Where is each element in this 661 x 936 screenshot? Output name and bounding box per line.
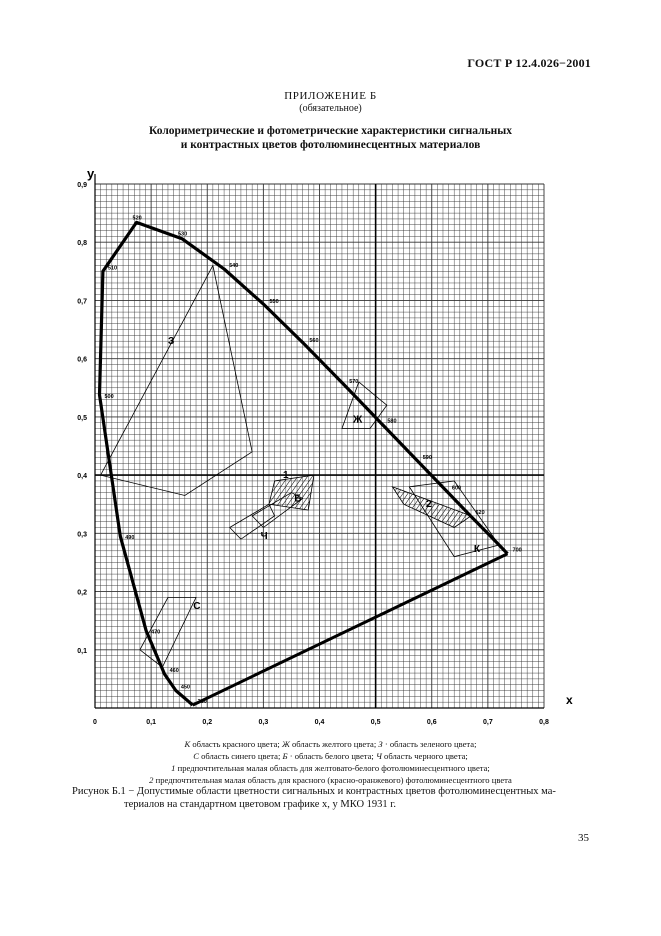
x-tick-label: 0,7	[483, 719, 493, 726]
legend-2: 2	[149, 775, 154, 785]
x-tick-label: 0	[93, 719, 97, 726]
appendix-subtitle: (обязательное)	[299, 103, 362, 114]
wavelength-label: 560	[309, 338, 319, 345]
legend-line-3	[0, 762, 661, 774]
y-tick-label: 0,2	[77, 589, 87, 597]
wavelength-label: 540	[229, 263, 239, 270]
wavelength-label: 490	[125, 535, 135, 542]
legend-line-1	[0, 738, 661, 750]
legend-1-text: предпочтительная малая область для желтовато-белого фотолюминесцентного цвета;	[175, 763, 490, 773]
caption-line-2: териалов на стандартном цветовом графике x, y МКО 1931 г.	[124, 799, 397, 810]
region-label-2: 2	[426, 499, 432, 511]
legend-z-text: · область зеленого цвета;	[382, 739, 477, 749]
legend-k: К	[184, 739, 191, 749]
wavelength-label: 520	[132, 215, 142, 222]
legend-2-text: предпочтительная малая область для красного (красно-оранжевого) фотолюминесцентного цвета	[153, 775, 512, 785]
legend-b: Б	[282, 751, 288, 761]
legend-zh: Ж	[281, 739, 290, 749]
wavelength-label: 510	[107, 265, 118, 272]
wavelength-label: 620	[475, 509, 485, 516]
region-label-Ч: Ч	[260, 531, 268, 543]
y-tick-label: 0,7	[77, 298, 87, 306]
document-code: ГОСТ Р 12.4.026−2001	[467, 56, 591, 70]
wavelength-label: 530	[177, 231, 188, 238]
region-label-Ж: Ж	[353, 414, 363, 426]
color-regions	[101, 266, 499, 668]
main-title-line-2: и контрастных цветов фотолюминесцентных материалов	[180, 139, 481, 151]
legend-line-2	[0, 750, 661, 762]
wavelength-label: 600	[451, 485, 462, 492]
x-tick-label: 0,3	[258, 719, 269, 726]
legend-zh-text: область желтого цвета;	[289, 739, 379, 749]
x-tick-label: 0,5	[370, 719, 381, 726]
legend-ch: Ч	[375, 751, 382, 761]
region-1	[269, 475, 314, 510]
wavelength-label: 700	[512, 547, 522, 554]
wavelength-label: 460	[169, 668, 179, 675]
wavelength-label: 590	[422, 455, 432, 462]
appendix-title: ПРИЛОЖЕНИЕ Б	[284, 90, 377, 102]
y-tick-label: 0,5	[77, 414, 87, 422]
y-tick-label: 0,9	[77, 182, 87, 189]
legend-ch-text: область черного цвета;	[381, 751, 468, 761]
caption-line-1: Рисунок Б.1 − Допустимые области цветности сигнальных и контрастных цветов фотолюминесцентных ма-	[72, 786, 556, 797]
main-title	[0, 124, 661, 152]
purple-line	[193, 554, 508, 705]
region-label-К: К	[473, 543, 480, 555]
region-labels	[168, 336, 481, 612]
figure-caption	[72, 785, 592, 811]
legend-s-text: область синего цвета;	[198, 751, 283, 761]
y-tick-label: 0,6	[77, 356, 87, 364]
legend-k-text: область красного цвета;	[190, 739, 282, 749]
wavelength-label: 450	[180, 684, 191, 691]
y-tick-label: 0,3	[77, 531, 87, 539]
legend-b-text: · область белого цвета;	[287, 751, 376, 761]
region-label-Б: Б	[294, 493, 302, 505]
x-tick-label: 0,1	[146, 719, 156, 726]
wavelength-label: 380	[197, 699, 207, 706]
x-tick-label: 0,6	[426, 719, 437, 726]
x-axis-label: x	[566, 693, 573, 707]
page-number: 35	[578, 832, 589, 844]
y-tick-label: 0,4	[77, 473, 87, 481]
region-label-С: С	[193, 601, 201, 613]
y-tick-label: 0,8	[77, 240, 87, 248]
y-tick-label: 0,1	[77, 647, 87, 655]
wavelength-label: 500	[104, 393, 114, 400]
legend-s: С	[193, 751, 199, 761]
y-axis-label: y	[87, 166, 95, 181]
x-tick-label: 0,4	[314, 719, 325, 726]
main-title-line-1: Колориметрические и фотометрические характеристики сигнальных	[148, 125, 513, 137]
region-label-З: З	[167, 336, 175, 348]
region-label-1: 1	[283, 470, 289, 482]
wavelength-label: 550	[269, 299, 279, 306]
x-tick-label: 0,8	[539, 719, 549, 726]
wavelength-label: 570	[349, 378, 359, 385]
legend-z: З	[378, 739, 383, 749]
wavelength-label: 580	[387, 418, 397, 425]
x-tick-label: 0,2	[202, 719, 213, 726]
legend-1: 1	[171, 763, 176, 773]
legend	[0, 738, 661, 786]
wavelength-label: 470	[151, 629, 161, 636]
chromaticity-diagram	[60, 160, 580, 730]
